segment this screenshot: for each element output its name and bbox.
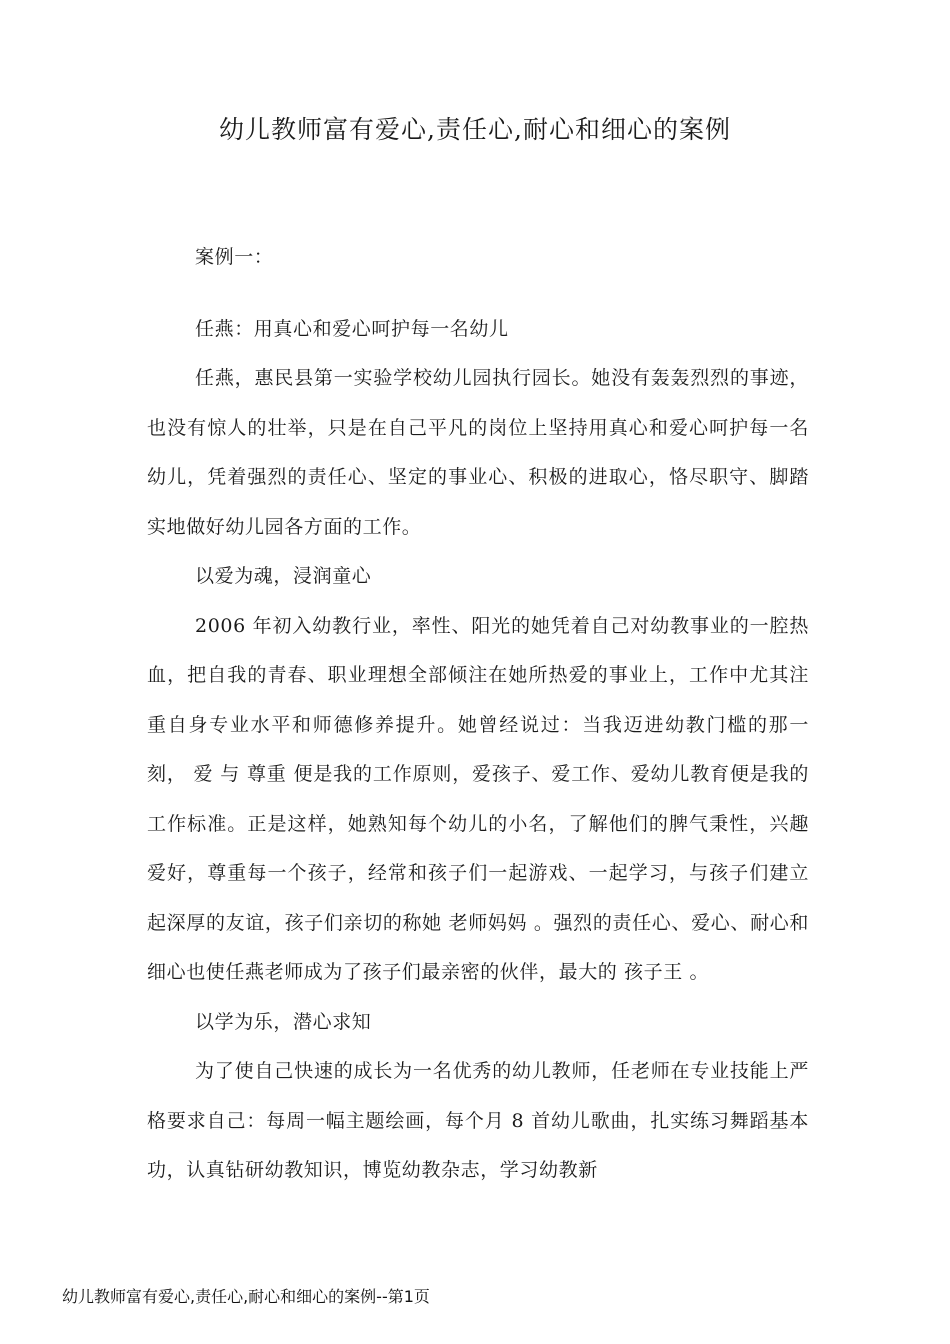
- section-paragraph-love: 2006 年初入幼教行业，率性、阳光的她凭着自己对幼教事业的一腔热血，把自我的青春、职业理想全部倾注在她所热爱的事业上，工作中尤其注重自身专业水平和师德修养提升。她曾经说过：当我迈进幼教门槛的那一刻， 爱 与 尊重 便是我的工作原则，爱孩子、爱工作、爱幼儿教育便是我的工作标准。正是这样，她熟知每个幼儿的小名，了解他们的脾气秉性，兴趣爱好，尊重每一个孩子，经常和孩子们一起游戏、一起学习，与孩子们建立起深厚的友谊，孩子们亲切的称她 老师妈妈 。强烈的责任心、爱心、耐心和细心也使任燕老师成为了孩子们最亲密的伙伴，最大的 孩子王 。: [147, 614, 809, 983]
- section-heading-love: 以爱为魂，浸润童心: [195, 565, 372, 587]
- section-paragraph-learning: 为了使自己快速的成长为一名优秀的幼儿教师，任老师在专业技能上严格要求自己：每周一幅主题绘画，每个月 8 首幼儿歌曲，扎实练习舞蹈基本功，认真钻研幼教知识，博览幼教杂志，学习幼教新: [147, 1060, 809, 1181]
- spacer: [147, 283, 809, 305]
- section-heading-learning: 以学为乐，潜心求知: [195, 1010, 372, 1033]
- case-label: 案例一：: [195, 246, 274, 268]
- document-title: 幼儿教师富有爱心,责任心,耐心和细心的案例: [219, 115, 731, 144]
- page-footer: 幼儿教师富有爱心,责任心,耐心和细心的案例--第1页: [62, 1287, 430, 1306]
- document-body: [147, 233, 809, 1196]
- intro-paragraph: 任燕，惠民县第一实验学校幼儿园执行园长。她没有轰轰烈烈的事迹，也没有惊人的壮举，只是在自己平凡的岗位上坚持用真心和爱心呵护每一名幼儿，凭着强烈的责任心、坚定的事业心、积极的进取心，恪尽职守、脚踏实地做好幼儿园各方面的工作。: [147, 367, 809, 538]
- case-subtitle: 任燕：用真心和爱心呵护每一名幼儿: [195, 317, 509, 340]
